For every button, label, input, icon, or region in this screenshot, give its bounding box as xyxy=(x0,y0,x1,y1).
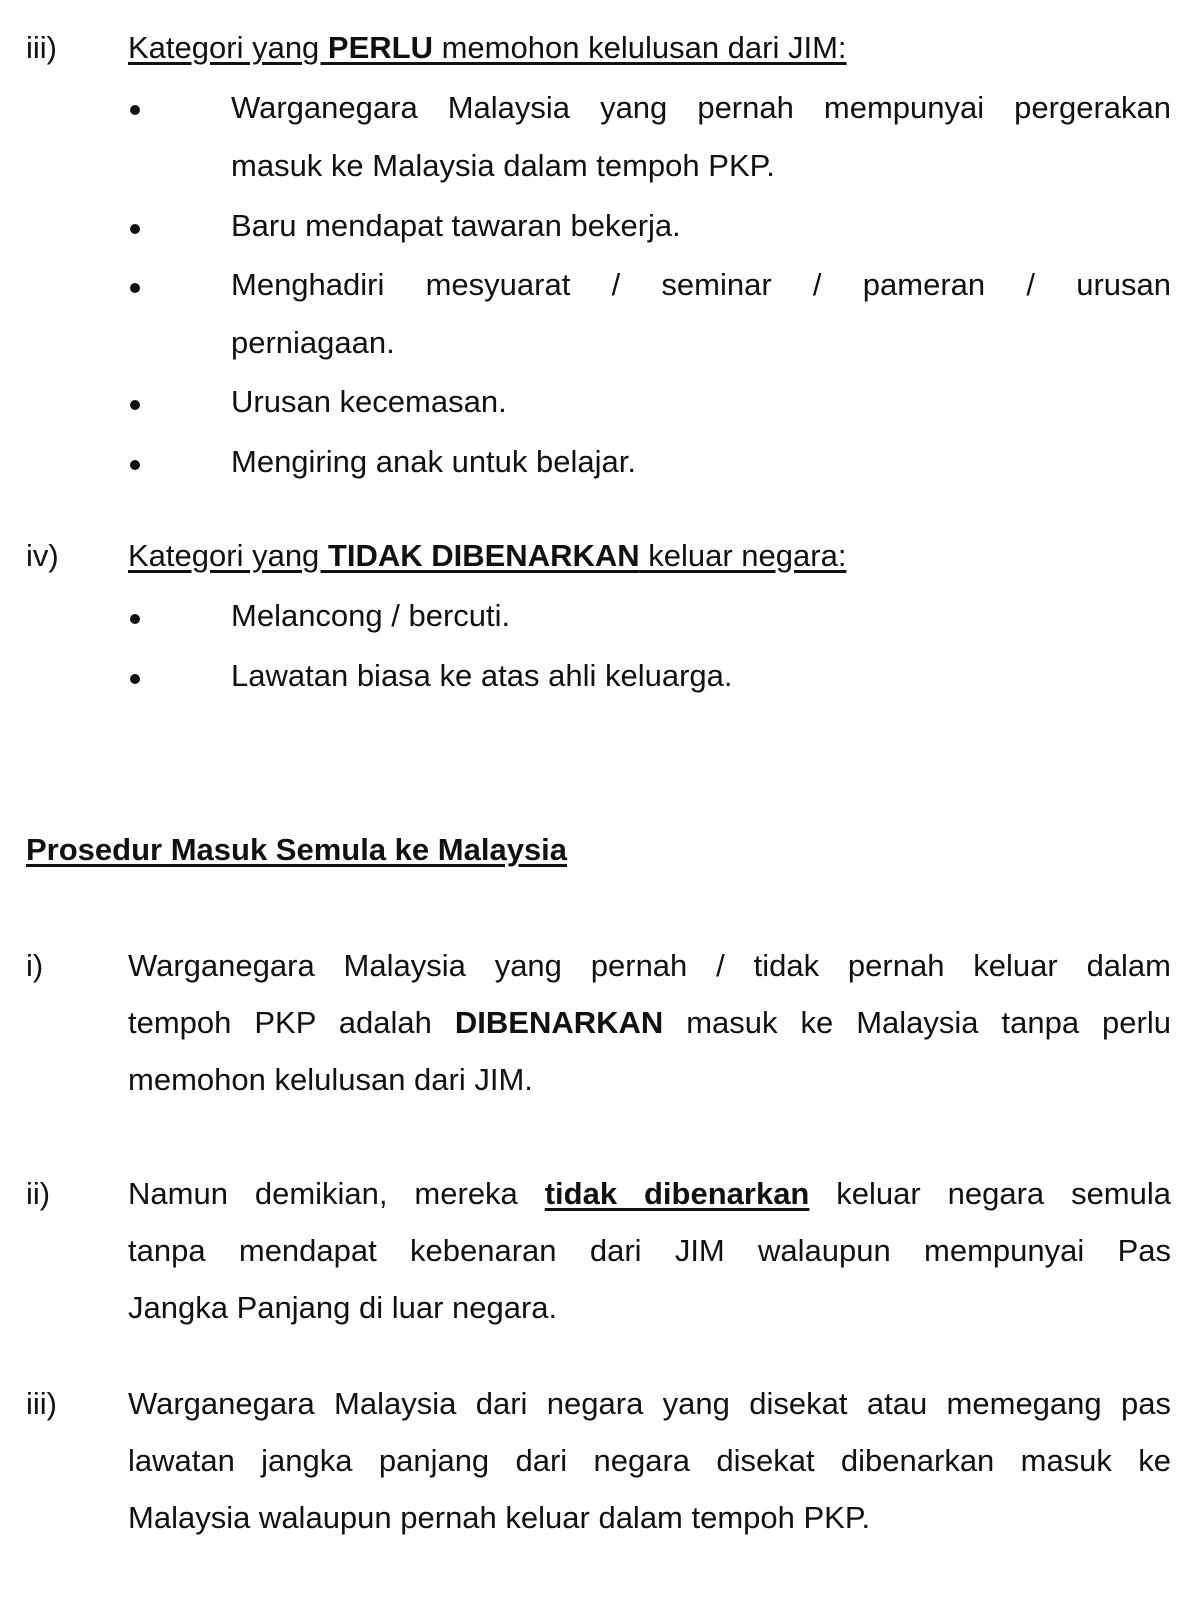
bullet-icon xyxy=(130,283,140,293)
bullet-line: Menghadiri mesyuarat / seminar / pameran / urusan xyxy=(231,267,1171,302)
paragraph-line: memohon kelulusan dari JIM. xyxy=(128,1062,533,1097)
bullet-icon xyxy=(130,400,140,410)
section-title: Prosedur Masuk Semula ke Malaysia xyxy=(26,832,568,867)
bullet-line: Baru mendapat tawaran bekerja. xyxy=(231,208,681,243)
text-run: keluar negara semula xyxy=(809,1176,1171,1211)
paragraph-line: Warganegara Malaysia yang pernah / tidak pernah keluar dalam xyxy=(128,948,1171,983)
paragraph-iii-marker: iii) xyxy=(26,1386,57,1421)
text-run: masuk ke Malaysia tanpa perlu xyxy=(663,1005,1171,1040)
paragraph-line xyxy=(128,1005,1171,1041)
bullet-line: Mengiring anak untuk belajar. xyxy=(231,444,636,479)
heading-text: Kategori yang xyxy=(128,538,328,573)
bullet-icon xyxy=(130,105,140,115)
section-iv-heading xyxy=(128,538,846,574)
bold-run: DIBENARKAN xyxy=(454,1005,664,1040)
heading-bold: PERLU xyxy=(327,30,433,65)
bullet-line: Melancong / bercuti. xyxy=(231,598,511,633)
bullet-icon xyxy=(130,224,140,234)
paragraph-line xyxy=(128,1176,1171,1212)
paragraph-ii-marker: ii) xyxy=(26,1176,51,1211)
bullet-icon xyxy=(130,614,140,624)
bullet-line: Urusan kecemasan. xyxy=(231,384,507,419)
bullet-icon xyxy=(130,460,140,470)
bullet-line: Warganegara Malaysia yang pernah mempunyai pergerakan xyxy=(231,90,1171,125)
paragraph-i-marker: i) xyxy=(26,948,44,983)
section-iv-marker: iv) xyxy=(26,538,59,573)
bullet-icon xyxy=(130,674,140,684)
heading-bold: TIDAK DIBENARKAN xyxy=(327,538,640,573)
section-iii-heading xyxy=(128,30,847,66)
heading-text: Kategori yang xyxy=(128,30,328,65)
bullet-line: Lawatan biasa ke atas ahli keluarga. xyxy=(231,658,733,693)
heading-text: keluar negara: xyxy=(639,538,847,573)
paragraph-line: lawatan jangka panjang dari negara disekat dibenarkan masuk ke xyxy=(128,1443,1171,1478)
section-iii-marker: iii) xyxy=(26,30,57,65)
heading-text: memohon kelulusan dari JIM: xyxy=(433,30,847,65)
paragraph-line: tanpa mendapat kebenaran dari JIM walaupun mempunyai Pas xyxy=(128,1233,1171,1268)
bold-underline-run: tidak dibenarkan xyxy=(544,1176,810,1211)
text-run: Namun demikian, mereka xyxy=(128,1176,545,1211)
bullet-line: masuk ke Malaysia dalam tempoh PKP. xyxy=(231,148,775,183)
paragraph-line: Jangka Panjang di luar negara. xyxy=(128,1290,558,1325)
paragraph-line: Warganegara Malaysia dari negara yang disekat atau memegang pas xyxy=(128,1386,1171,1421)
text-run: tempoh PKP adalah xyxy=(128,1005,455,1040)
paragraph-line: Malaysia walaupun pernah keluar dalam tempoh PKP. xyxy=(128,1500,871,1535)
bullet-line: perniagaan. xyxy=(231,325,395,360)
